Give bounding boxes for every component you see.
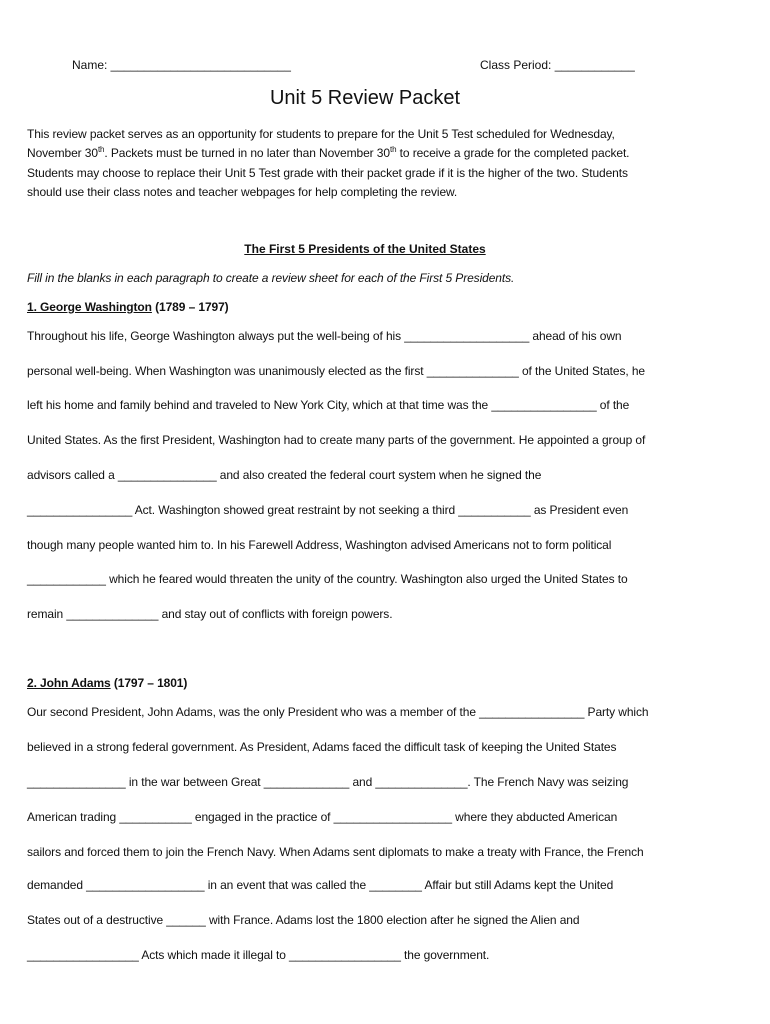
adams-line-2: believed in a strong federal government. As President, Adams faced the difficult task of keeping the United States	[27, 740, 617, 754]
intro-line	[27, 144, 727, 163]
instructions: Fill in the blanks in each paragraph to create a review sheet for each of the First 5 Presidents.	[27, 271, 515, 285]
intro-line: Students may choose to replace their Unit 5 Test grade with their packet grade if it is the higher of the two. Students	[27, 165, 628, 180]
section-heading: The First 5 Presidents of the United States	[244, 242, 486, 256]
intro-line: This review packet serves as an opportunity for students to prepare for the Unit 5 Test scheduled for Wednesday,	[27, 127, 615, 141]
class-period-field-label: Class Period: ____________	[480, 58, 635, 72]
washington-line-5: advisors called a _______________ and also created the federal court system when he signed the	[27, 468, 542, 482]
washington-heading-years: (1789 – 1797)	[151, 300, 229, 314]
washington-heading-name: 1. George Washington	[27, 300, 152, 314]
adams-heading-years: (1797 – 1801)	[110, 676, 188, 690]
intro-text: November 30	[27, 146, 98, 161]
washington-line-2: personal well-being. When Washington was unanimously elected as the first ______________ of the United States, he	[27, 364, 645, 378]
intro-superscript: th	[389, 145, 397, 155]
washington-line-3: left his home and family behind and traveled to New York City, which at that time was the ________________ of the	[27, 398, 630, 412]
name-field-label: Name: ___________________________	[72, 58, 291, 72]
adams-line-8: _________________ Acts which made it illegal to _________________ the government.	[27, 948, 490, 962]
washington-line-8: ____________ which he feared would threaten the unity of the country. Washington also urged the United States to	[27, 572, 628, 586]
page-title: Unit 5 Review Packet	[269, 87, 461, 109]
washington-line-7: though many people wanted him to. In his Farewell Address, Washington advised Americans not to form political	[27, 538, 612, 552]
adams-line-4: American trading ___________ engaged in the practice of __________________ where they abducted American	[27, 810, 618, 824]
adams-line-1: Our second President, John Adams, was the only President who was a member of the ________________ Party which	[27, 705, 649, 719]
washington-heading	[27, 300, 229, 314]
intro-text: . Packets must be turned in no later than November 30	[104, 146, 390, 161]
washington-line-6: ________________ Act. Washington showed great restraint by not seeking a third ___________ as President even	[27, 503, 629, 517]
intro-paragraph	[27, 125, 727, 202]
intro-superscript: th	[97, 145, 105, 155]
intro-text: to receive a grade for the completed packet.	[396, 146, 630, 161]
washington-line-4: United States. As the first President, Washington had to create many parts of the government. He appointed a group of	[27, 433, 646, 447]
intro-line: should use their class notes and teacher webpages for help completing the review.	[27, 184, 458, 199]
washington-line-9: remain ______________ and stay out of conflicts with foreign powers.	[27, 607, 393, 621]
adams-heading-name: 2. John Adams	[27, 676, 111, 690]
washington-line-1: Throughout his life, George Washington always put the well-being of his ___________________ ahead of his own	[27, 329, 622, 343]
adams-line-5: sailors and forced them to join the French Navy. When Adams sent diplomats to make a treaty with France, the French	[27, 845, 644, 859]
adams-line-7: States out of a destructive ______ with France. Adams lost the 1800 election after he signed the Alien and	[27, 913, 580, 927]
adams-line-3: _______________ in the war between Great _____________ and ______________. The French Navy was seizing	[27, 775, 629, 789]
adams-line-6: demanded __________________ in an event that was called the ________ Affair but still Adams kept the United	[27, 878, 614, 892]
adams-heading	[27, 676, 187, 690]
